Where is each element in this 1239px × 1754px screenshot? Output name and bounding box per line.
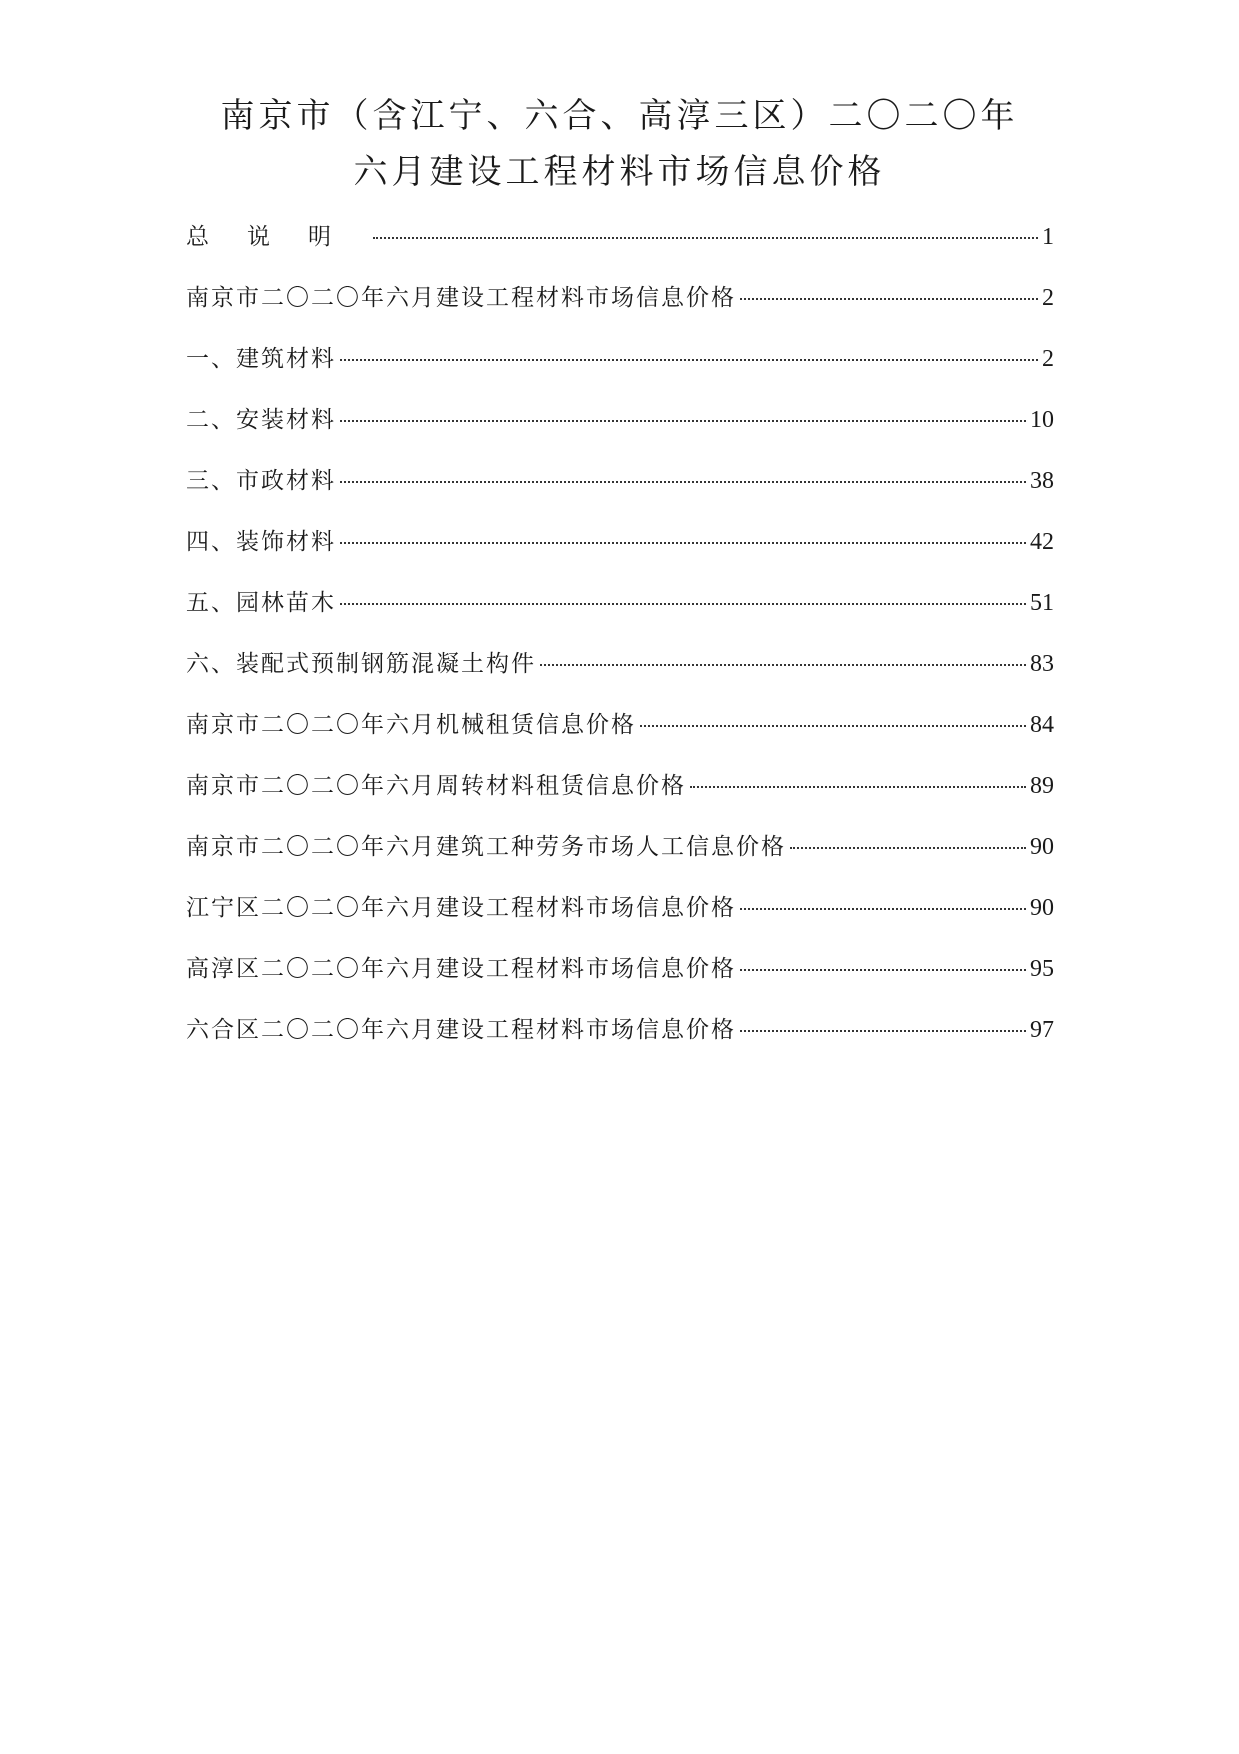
toc-entry-nanjing-materials[interactable] [186,279,1054,340]
toc-page-number: 83 [1030,651,1054,677]
toc-dot-leader [340,542,1026,544]
toc-entry-label: 一、建筑材料 [186,346,336,372]
toc-entry-gaochun-materials[interactable] [186,950,1054,1011]
toc-dot-leader [740,298,1038,300]
toc-entry-precast-components[interactable] [186,645,1054,706]
toc-entry-label: 江宁区二〇二〇年六月建设工程材料市场信息价格 [186,895,736,921]
toc-entry-label: 三、市政材料 [186,468,336,494]
toc-entry-label: 南京市二〇二〇年六月建筑工种劳务市场人工信息价格 [186,834,786,860]
toc-dot-leader [740,908,1026,910]
toc-entry-labor-prices[interactable] [186,828,1054,889]
toc-page-number: 90 [1030,834,1054,860]
toc-page-number: 84 [1030,712,1054,738]
toc-dot-leader [373,237,1038,239]
toc-dot-leader [640,725,1026,727]
document-title [0,88,1239,200]
title-line-2: 六月建设工程材料市场信息价格 [353,152,886,192]
toc-page-number: 1 [1042,224,1054,250]
toc-dot-leader [690,786,1026,788]
toc-entry-label: 南京市二〇二〇年六月机械租赁信息价格 [186,712,636,738]
toc-dot-leader [740,1030,1026,1032]
toc-entry-building-materials[interactable] [186,340,1054,401]
toc-page-number: 10 [1030,407,1054,433]
toc-dot-leader [340,603,1026,605]
toc-entry-label: 总说明 [186,224,369,250]
toc-entry-label: 四、装饰材料 [186,529,336,555]
toc-entry-label: 五、园林苗木 [186,590,336,616]
toc-entry-label: 高淳区二〇二〇年六月建设工程材料市场信息价格 [186,956,736,982]
toc-page-number: 90 [1030,895,1054,921]
title-line-1: 南京市（含江宁、六合、高淳三区）二〇二〇年 [220,96,1019,136]
toc-entry-jiangning-materials[interactable] [186,889,1054,950]
toc-page-number: 95 [1030,956,1054,982]
toc-page-number: 2 [1042,285,1054,311]
toc-entry-luhe-materials[interactable] [186,1011,1054,1072]
toc-entry-machinery-rental[interactable] [186,706,1054,767]
toc-entry-label: 六、装配式预制钢筋混凝土构件 [186,651,536,677]
toc-dot-leader [340,420,1026,422]
toc-entry-label: 南京市二〇二〇年六月建设工程材料市场信息价格 [186,285,736,311]
toc-dot-leader [790,847,1026,849]
toc-entry-turnover-materials-rental[interactable] [186,767,1054,828]
toc-dot-leader [540,664,1026,666]
toc-entry-label: 六合区二〇二〇年六月建设工程材料市场信息价格 [186,1017,736,1043]
toc-dot-leader [740,969,1026,971]
toc-page-number: 89 [1030,773,1054,799]
toc-page-number: 42 [1030,529,1054,555]
toc-page-number: 2 [1042,346,1054,372]
toc-page-number: 51 [1030,590,1054,616]
toc-entry-label: 南京市二〇二〇年六月周转材料租赁信息价格 [186,773,686,799]
toc-entry-municipal-materials[interactable] [186,462,1054,523]
toc-page-number: 38 [1030,468,1054,494]
toc-entry-decoration-materials[interactable] [186,523,1054,584]
toc-dot-leader [340,481,1026,483]
toc-entry-general-notes[interactable] [186,218,1054,279]
toc-page-number: 97 [1030,1017,1054,1043]
toc-entry-installation-materials[interactable] [186,401,1054,462]
toc-dot-leader [340,359,1038,361]
toc-entry-label: 二、安装材料 [186,407,336,433]
toc-entry-garden-seedlings[interactable] [186,584,1054,645]
table-of-contents [186,218,1054,1072]
